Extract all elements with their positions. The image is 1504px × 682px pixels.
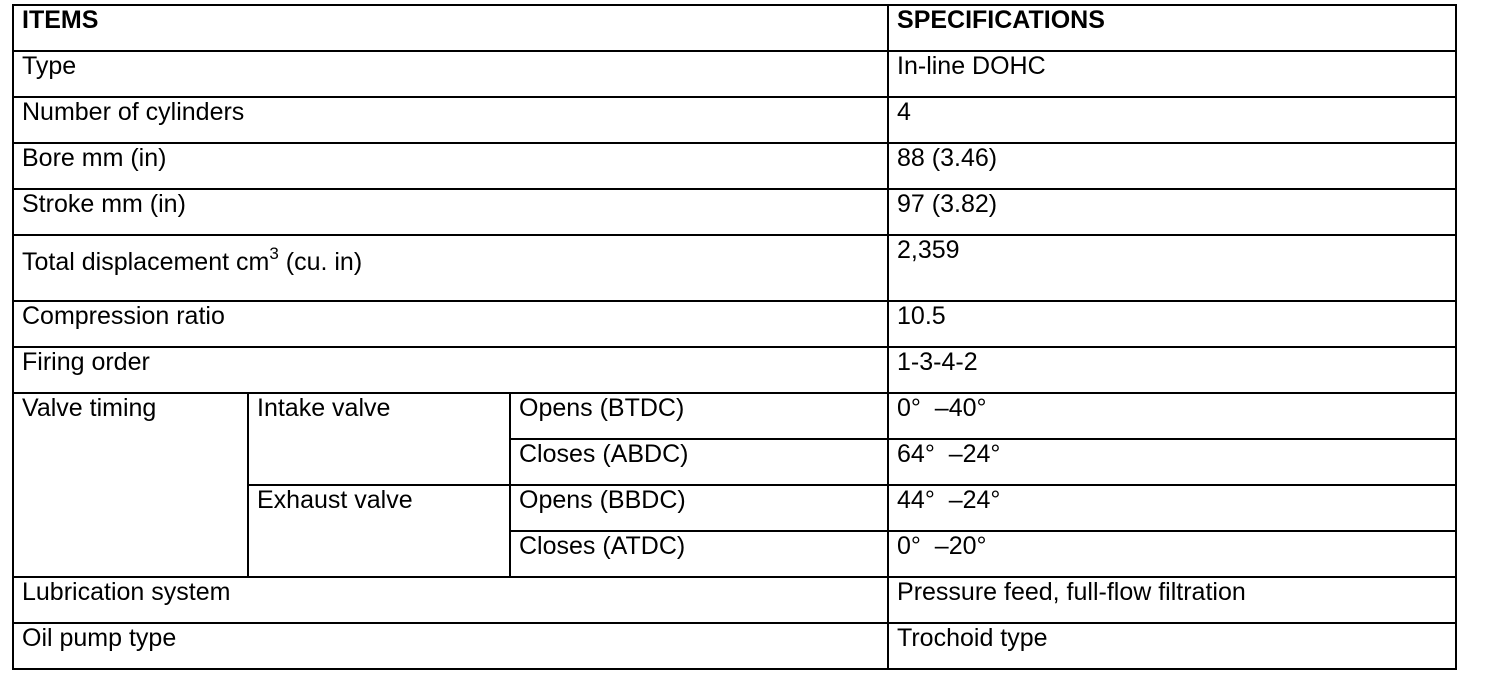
firing-order-value: 1-3-4-2 <box>888 347 1456 393</box>
table-row <box>13 97 1456 143</box>
bore-label: Bore mm (in) <box>13 143 888 189</box>
items-header: ITEMS <box>13 5 888 51</box>
table-row <box>13 623 1456 669</box>
intake-opens-label: Opens (BTDC) <box>510 393 888 439</box>
compression-value: 10.5 <box>888 301 1456 347</box>
table-row <box>13 235 1456 301</box>
intake-valve-label: Intake valve <box>248 393 510 485</box>
exhaust-opens-value: 44° –24° <box>888 485 1456 531</box>
table-row <box>13 393 1456 439</box>
stroke-value: 97 (3.82) <box>888 189 1456 235</box>
oil-pump-value: Trochoid type <box>888 623 1456 669</box>
lubrication-label: Lubrication system <box>13 577 888 623</box>
header-row <box>13 5 1456 51</box>
intake-opens-value: 0° –40° <box>888 393 1456 439</box>
spec-sheet <box>12 4 1457 670</box>
exhaust-closes-value: 0° –20° <box>888 531 1456 577</box>
oil-pump-label: Oil pump type <box>13 623 888 669</box>
displacement-label <box>13 235 888 301</box>
exhaust-closes-label: Closes (ATDC) <box>510 531 888 577</box>
displacement-label-superscript: 3 <box>269 243 279 263</box>
engine-spec-table <box>12 4 1457 670</box>
table-row <box>13 51 1456 97</box>
exhaust-opens-label: Opens (BBDC) <box>510 485 888 531</box>
table-row <box>13 301 1456 347</box>
intake-closes-value: 64° –24° <box>888 439 1456 485</box>
stroke-label: Stroke mm (in) <box>13 189 888 235</box>
table-row <box>13 347 1456 393</box>
bore-value: 88 (3.46) <box>888 143 1456 189</box>
table-row <box>13 577 1456 623</box>
compression-label: Compression ratio <box>13 301 888 347</box>
specifications-header: SPECIFICATIONS <box>888 5 1456 51</box>
table-row <box>13 189 1456 235</box>
table-row <box>13 143 1456 189</box>
type-value: In-line DOHC <box>888 51 1456 97</box>
lubrication-value: Pressure feed, full-flow filtration <box>888 577 1456 623</box>
intake-closes-label: Closes (ABDC) <box>510 439 888 485</box>
firing-order-label: Firing order <box>13 347 888 393</box>
displacement-label-text: Total displacement cm <box>22 248 270 276</box>
exhaust-valve-label: Exhaust valve <box>248 485 510 577</box>
type-label: Type <box>13 51 888 97</box>
displacement-label-suffix: (cu. in) <box>278 248 363 276</box>
valve-timing-label: Valve timing <box>13 393 248 577</box>
cylinders-value: 4 <box>888 97 1456 143</box>
cylinders-label: Number of cylinders <box>13 97 888 143</box>
displacement-value: 2,359 <box>888 235 1456 301</box>
